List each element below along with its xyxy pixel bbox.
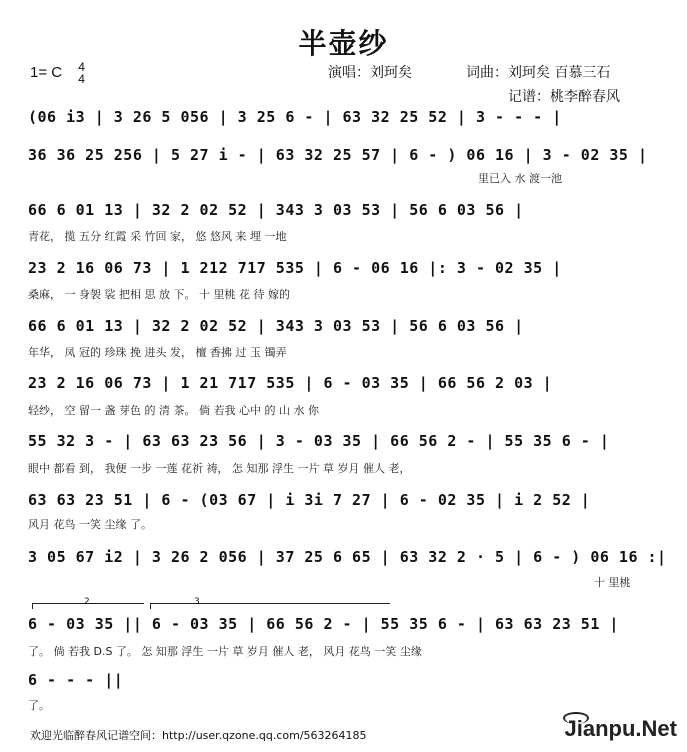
score-row-2: 36 36 25 256 | 5 27 i - | 63 32 25 57 | 6 - ) 06 16 | 3 - 02 35 | bbox=[28, 146, 648, 164]
lyric-row-8: 风月 花鸟 一笑 尘缘 了。 bbox=[28, 518, 152, 531]
song-title: 半壶纱 bbox=[298, 27, 389, 60]
score-row-9: 3 05 67 i2 | 3 26 2 056 | 37 25 6 65 | 63 32 2 · 5 | 6 - ) 06 16 :| bbox=[28, 548, 667, 566]
score-row-1: (06 i3 | 3 26 5 056 | 3 25 6 - | 63 32 25 52 | 3 - - - | bbox=[28, 108, 562, 126]
score-row-3: 66 6 01 13 | 32 2 02 52 | 343 3 03 53 | 56 6 03 56 | bbox=[28, 201, 524, 219]
lyric-row-6: 轻纱， 空 留一 盏 芽色 的 清 茶。 倘 若我 心中 的 山 水 你 bbox=[28, 404, 319, 417]
singer-credit: 演唱：刘珂矣 bbox=[328, 65, 412, 81]
score-row-10: 6 - 03 35 || 6 - 03 35 | 66 56 2 - | 55 35 6 - | 63 63 23 51 | bbox=[28, 615, 619, 633]
score-row-7: 55 32 3 - | 63 63 23 56 | 3 - 03 35 | 66 56 2 - | 55 35 6 - | bbox=[28, 432, 610, 450]
score-row-5: 66 6 01 13 | 32 2 02 52 | 343 3 03 53 | 56 6 03 56 | bbox=[28, 317, 524, 335]
time-sig-bottom: 4 bbox=[78, 72, 85, 86]
brand-watermark: Jianpu.Net bbox=[564, 716, 677, 741]
composer-credit: 词曲：刘珂矣 百慕三石 bbox=[466, 65, 611, 81]
transcriber-credit: 记谱：桃李醉春风 bbox=[508, 89, 620, 105]
score-row-6: 23 2 16 06 73 | 1 21 717 535 | 6 - 03 35 | 66 56 2 03 | bbox=[28, 374, 553, 392]
lyric-row-9: 十 里桃 bbox=[594, 576, 631, 589]
key-text: 1= C bbox=[30, 63, 63, 81]
score-row-11: 6 - - - || bbox=[28, 671, 124, 689]
time-signature bbox=[78, 61, 85, 85]
footer-text: 欢迎光临醉春风记谱空间：http://user.qzone.qq.com/563264185 bbox=[30, 729, 367, 742]
lyric-row-3: 青花， 揽 五分 红霞 采 竹回 家， 悠 悠风 来 埋 一地 bbox=[28, 230, 287, 243]
lyric-row-5: 年华， 凤 冠的 珍珠 挽 进头 发， 檀 香拂 过 玉 镯弄 bbox=[28, 346, 287, 359]
volta-number-second: 3 bbox=[194, 597, 200, 607]
volta-tick-second bbox=[150, 603, 151, 609]
lyric-row-7: 眼中 都看 到， 我便 一步 一莲 花祈 祷， 怎 知那 浮生 一片 草 岁月 催人 老， bbox=[28, 462, 411, 475]
time-sig-top: 4 bbox=[78, 60, 85, 74]
lyric-row-11: 了。 bbox=[28, 699, 50, 712]
score-row-4: 23 2 16 06 73 | 1 212 717 535 | 6 - 06 16 |: 3 - 02 35 | bbox=[28, 259, 562, 277]
lyric-row-10: 了。 倘 若我 D.S 了。 怎 知那 浮生 一片 草 岁月 催人 老， 风月 花鸟 一笑 尘缘 bbox=[28, 645, 422, 658]
lyric-row-2: 里已入 水 渡一池 bbox=[478, 172, 562, 185]
lyric-row-4: 桑麻， 一 身袈 裟 把相 思 放 下。 十 里桃 花 待 嫁的 bbox=[28, 288, 290, 301]
score-row-8: 63 63 23 51 | 6 - (03 67 | i 3i 7 27 | 6 - 02 35 | i 2 52 | bbox=[28, 491, 591, 509]
volta-number-first: 2 bbox=[84, 597, 90, 607]
volta-bracket-second bbox=[150, 603, 390, 604]
key-signature bbox=[30, 61, 85, 85]
volta-tick-first bbox=[32, 603, 33, 609]
